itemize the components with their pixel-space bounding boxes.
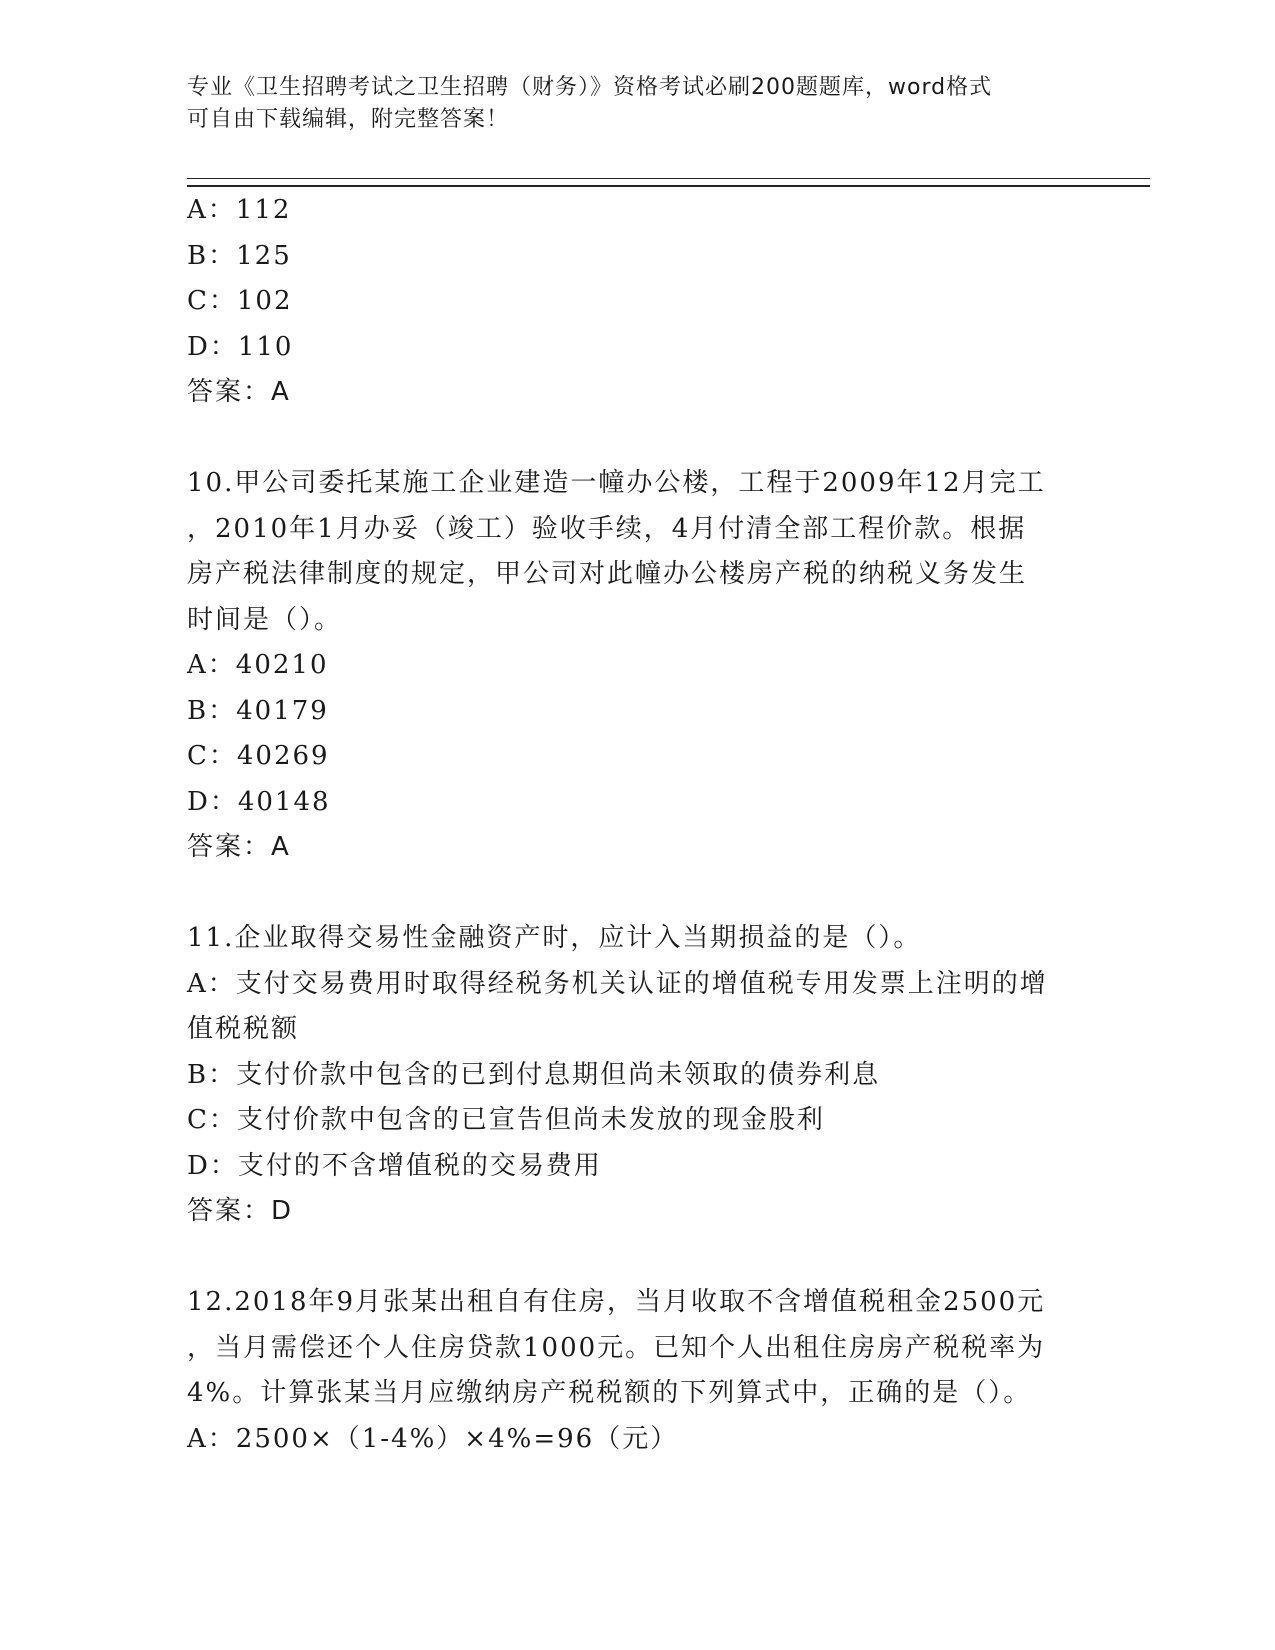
spacer — [187, 1235, 1067, 1281]
page-header — [187, 72, 1067, 136]
option-d: D：110 — [187, 331, 294, 362]
option-d: D：支付的不含增值税的交易费用 — [187, 1150, 602, 1181]
option-c: C：支付价款中包含的已宣告但尚未发放的现金股利 — [187, 1105, 825, 1135]
option-c: C：102 — [187, 286, 293, 316]
question-text-line: 10.甲公司委托某施工企业建造一幢办公楼，工程于2009年12月完工 — [187, 468, 1046, 498]
question-11 — [187, 916, 1067, 1235]
answer: 答案：D — [187, 1196, 294, 1226]
question-text-line: 4%。计算张某当月应缴纳房产税税额的下列算式中，正确的是（）。 — [187, 1378, 1032, 1408]
option-b: B：支付价款中包含的已到付息期但尚未领取的债券利息 — [187, 1059, 881, 1090]
document-body — [187, 188, 1067, 1462]
question-text-line: 时间是（）。 — [187, 604, 343, 635]
answer: 答案：A — [187, 377, 291, 407]
option-a-continued: 值税税额 — [187, 1014, 300, 1044]
question-12 — [187, 1280, 1067, 1462]
question-text-line: ，2010年1月办妥（竣工）验收手续，4月付清全部工程价款。根据 — [187, 513, 1027, 544]
spacer — [187, 871, 1067, 917]
option-b: B：125 — [187, 240, 292, 271]
option-a: A：支付交易费用时取得经税务机关认证的增值税专用发票上注明的增 — [187, 968, 1048, 999]
option-a: A：112 — [187, 195, 292, 225]
answer: 答案：A — [187, 832, 291, 862]
header-line-2: 可自由下载编辑，附完整答案！ — [187, 107, 510, 132]
option-a: A：2500×（1-4%）×4%=96（元） — [187, 1423, 679, 1454]
option-c: C：40269 — [187, 741, 330, 771]
header-line-1: 专业《卫生招聘考试之卫生招聘（财务）》资格考试必刷200题题库，word格式 — [187, 75, 993, 100]
question-text-line: 房产税法律制度的规定，甲公司对此幢办公楼房产税的纳税义务发生 — [187, 559, 1028, 589]
option-a: A：40210 — [187, 650, 329, 680]
spacer — [187, 416, 1067, 462]
header-divider — [187, 178, 1150, 187]
question-9 — [187, 188, 1067, 416]
question-text-line: ，当月需偿还个人住房贷款1000元。已知个人出租住房房产税税率为 — [187, 1332, 1046, 1363]
question-text-line: 12.2018年9月张某出租自有住房，当月收取不含增值税租金2500元 — [187, 1287, 1046, 1317]
question-text-line: 11.企业取得交易性金融资产时，应计入当期损益的是（）。 — [187, 923, 922, 953]
question-10 — [187, 461, 1067, 871]
option-d: D：40148 — [187, 786, 331, 817]
option-b: B：40179 — [187, 695, 329, 726]
